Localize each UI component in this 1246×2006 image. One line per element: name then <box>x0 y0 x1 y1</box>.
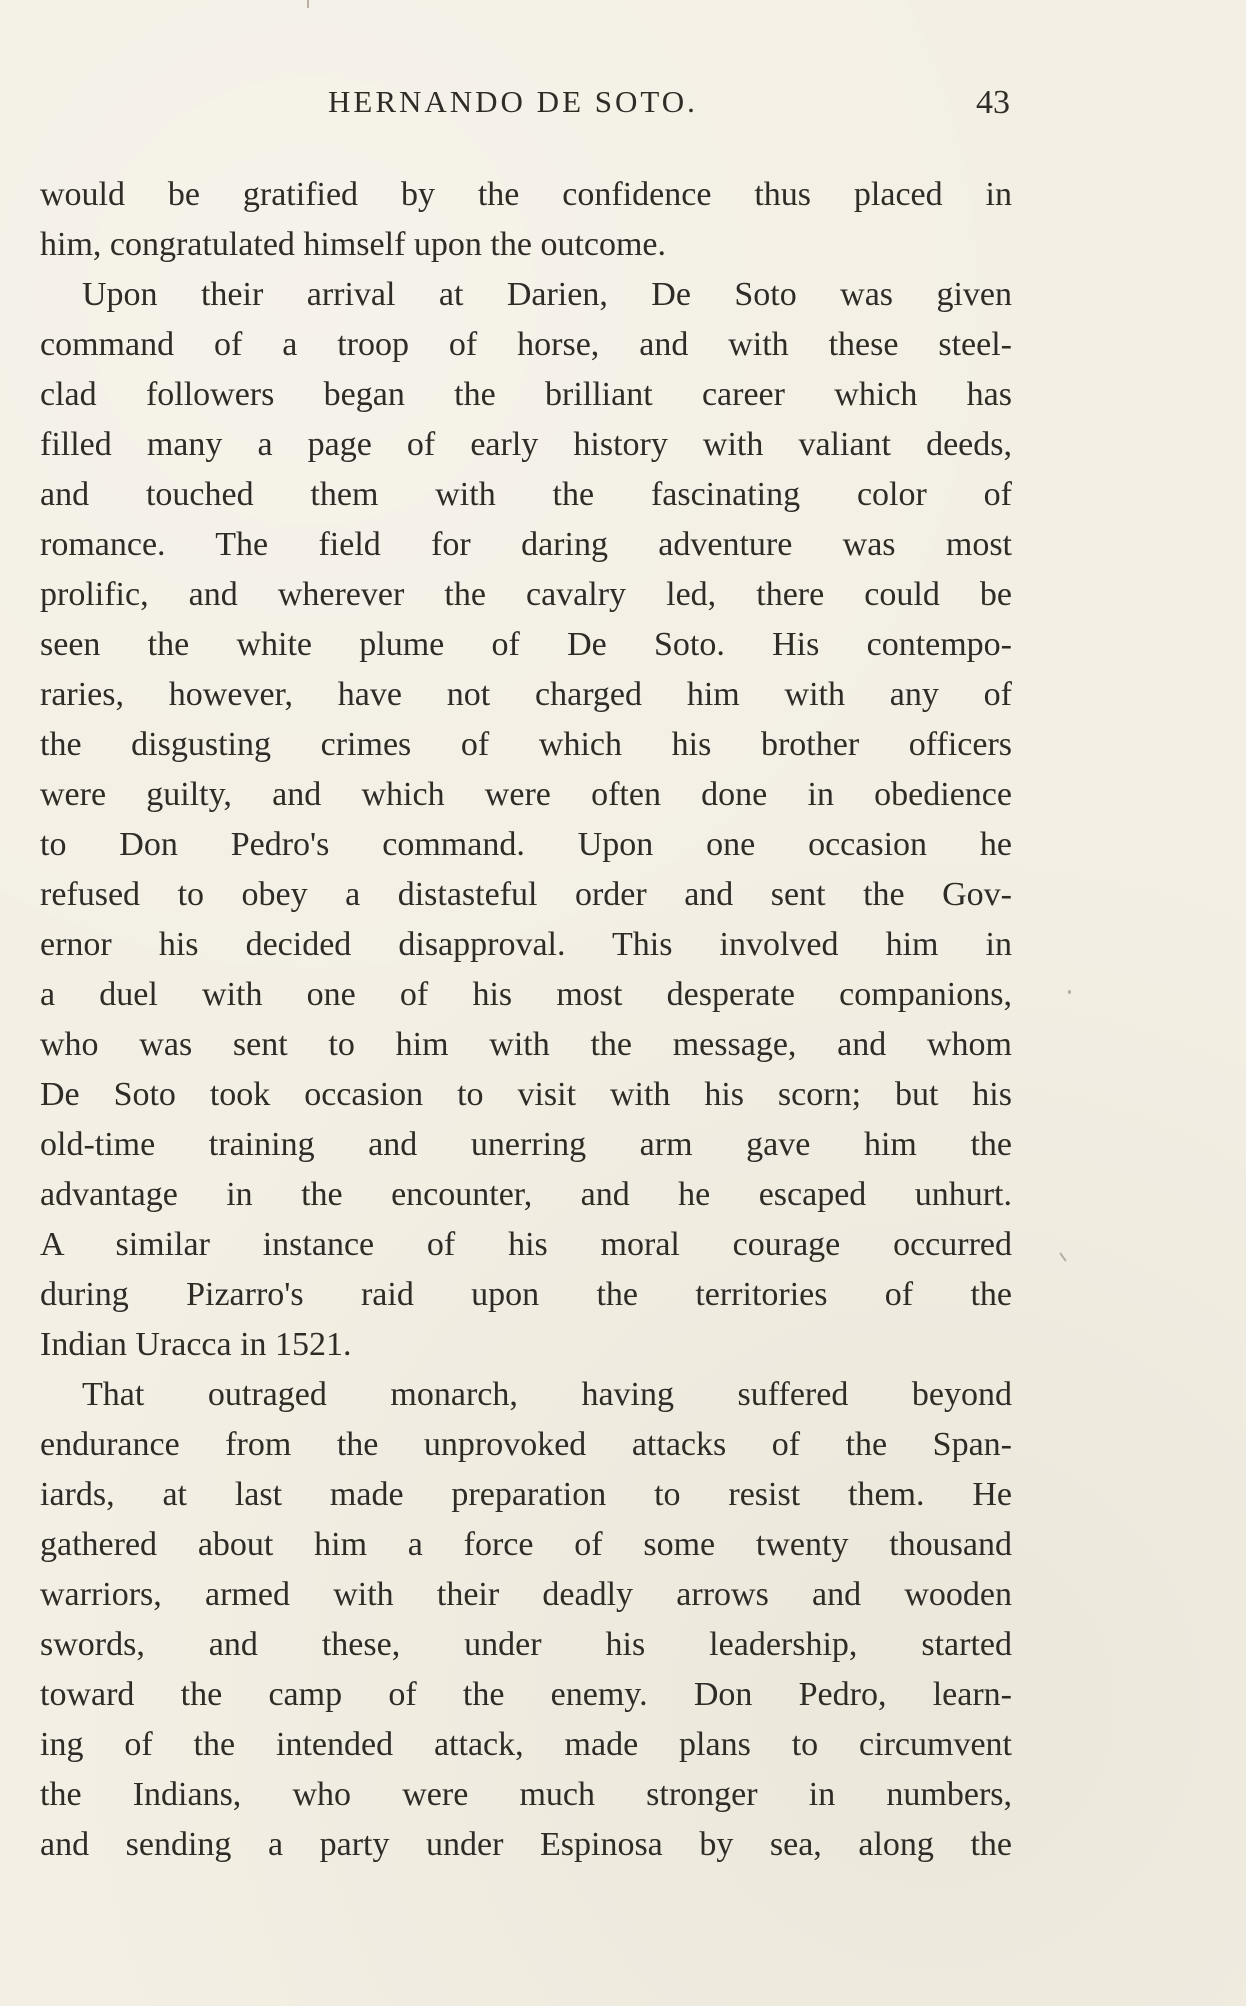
page-speck <box>1068 990 1071 994</box>
text-line: ing of the intended attack, made plans to circumvent <box>40 1726 1012 1763</box>
text-line: command of a troop of horse, and with these steel- <box>40 326 1012 363</box>
text-line: raries, however, have not charged him with any of <box>40 676 1012 713</box>
page-speck <box>307 0 309 8</box>
text-line: advantage in the encounter, and he escaped unhurt. <box>40 1176 1012 1213</box>
text-line: That outraged monarch, having suffered beyond <box>82 1376 1012 1413</box>
text-line: the Indians, who were much stronger in numbers, <box>40 1776 1012 1813</box>
text-line: were guilty, and which were often done in obedience <box>40 776 1012 813</box>
text-line: filled many a page of early history with valiant deeds, <box>40 426 1012 463</box>
text-line: and sending a party under Espinosa by sea, along the <box>40 1826 1012 1863</box>
text-line: Upon their arrival at Darien, De Soto was given <box>82 276 1012 313</box>
text-line: and touched them with the fascinating color of <box>40 476 1012 513</box>
page-speck <box>1059 1252 1066 1261</box>
body-text <box>40 170 1012 1870</box>
text-line: warriors, armed with their deadly arrows and wooden <box>40 1576 1012 1613</box>
text-line: to Don Pedro's command. Upon one occasion he <box>40 826 1012 863</box>
text-line: him, congratulated himself upon the outcome. <box>40 226 667 263</box>
text-line: ernor his decided disapproval. This involved him in <box>40 926 1012 963</box>
text-line: romance. The field for daring adventure was most <box>40 526 1012 563</box>
text-line: old-time training and unerring arm gave him the <box>40 1126 1012 1163</box>
text-line: toward the camp of the enemy. Don Pedro, learn- <box>40 1676 1012 1713</box>
text-line: prolific, and wherever the cavalry led, there could be <box>40 576 1012 613</box>
text-line: A similar instance of his moral courage occurred <box>40 1226 1012 1263</box>
text-line: a duel with one of his most desperate companions, <box>40 976 1012 1013</box>
text-line: who was sent to him with the message, and whom <box>40 1026 1012 1063</box>
page-header <box>40 84 1010 124</box>
text-line: the disgusting crimes of which his brother officers <box>40 726 1012 763</box>
text-line: endurance from the unprovoked attacks of the Span- <box>40 1426 1012 1463</box>
text-line: iards, at last made preparation to resist them. He <box>40 1476 1012 1513</box>
text-line: swords, and these, under his leadership, started <box>40 1626 1012 1663</box>
text-line: clad followers began the brilliant career which has <box>40 376 1012 413</box>
page-number: 43 <box>976 84 1010 121</box>
text-line: would be gratified by the confidence thus placed in <box>40 176 1012 213</box>
text-line: during Pizarro's raid upon the territories of the <box>40 1276 1012 1313</box>
text-line: seen the white plume of De Soto. His contempo- <box>40 626 1012 663</box>
text-line: De Soto took occasion to visit with his scorn; but his <box>40 1076 1012 1113</box>
text-line: Indian Uracca in 1521. <box>40 1326 352 1363</box>
running-head: HERNANDO DE SOTO. <box>328 84 698 119</box>
text-line: gathered about him a force of some twenty thousand <box>40 1526 1012 1563</box>
text-line: refused to obey a distasteful order and sent the Gov- <box>40 876 1012 913</box>
